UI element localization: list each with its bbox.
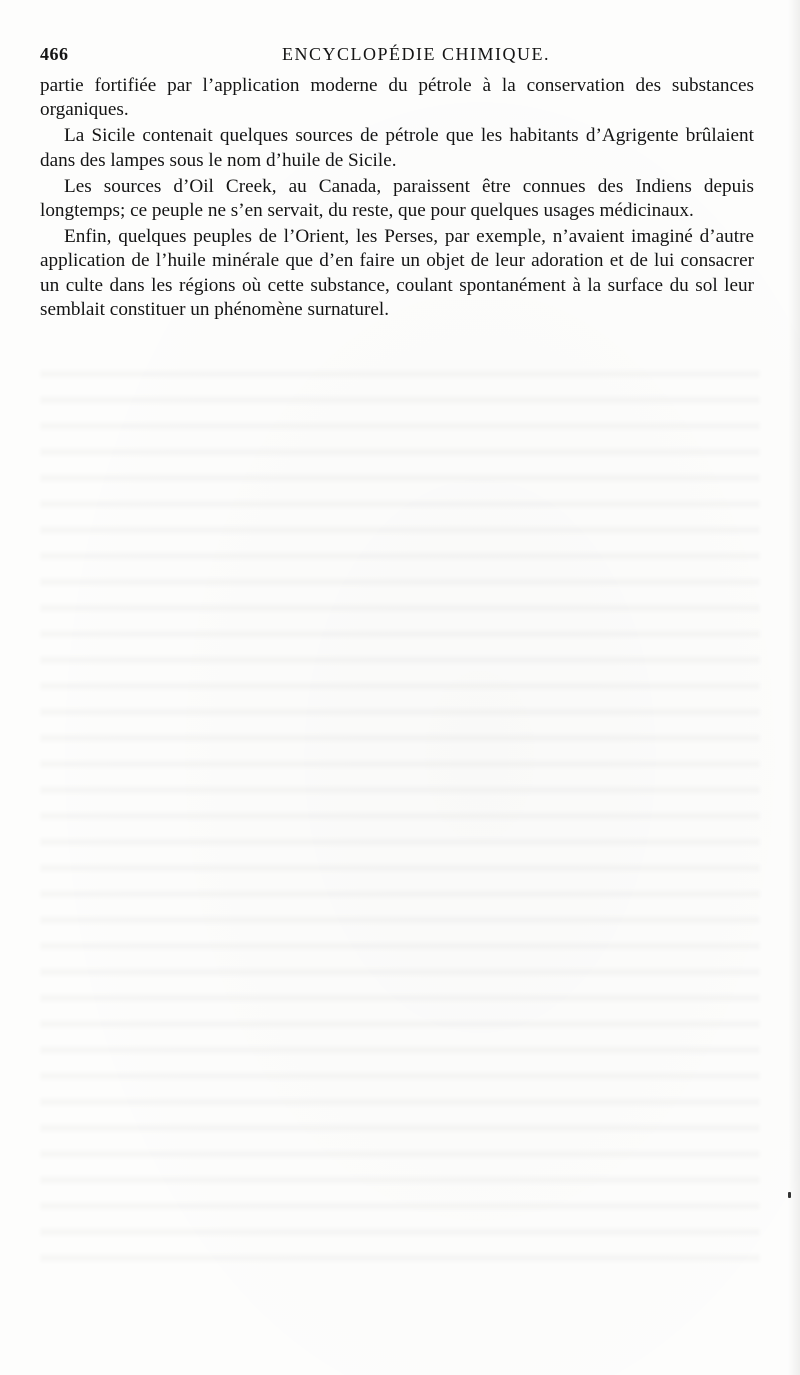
body-text [40, 74, 754, 324]
page-number: 466 [40, 44, 69, 64]
running-title: ENCYCLOPÉDIE CHIMIQUE. [282, 44, 550, 64]
show-through-text [40, 370, 760, 1270]
paragraph-4: Enfin, quelques peuples de l’Orient, les Perses, par exemple, n’avaient imaginé d’autre application de l’huile minérale que d’en faire un objet de leur adoration et de lui consacrer un culte dans les régions où cette substance, coulant spontanément à la surface du sol leur semblait constituer un phénomène surnaturel. [40, 225, 754, 321]
paragraph-1: partie fortifiée par l’application moderne du pétrole à la conservation des substances organiques. [40, 75, 754, 121]
header-rule [40, 70, 752, 71]
page-header [40, 44, 752, 68]
paragraph-3: Les sources d’Oil Creek, au Canada, paraissent être connues des Indiens depuis longtemps; ce peuple ne s’en servait, du reste, que pour quelques usages médicinaux. [40, 175, 754, 222]
ink-speck [788, 1192, 791, 1198]
page-edge-shadow [788, 0, 800, 1375]
paragraph-2: La Sicile contenait quelques sources de pétrole que les habitants d’Agrigente brûlaient dans des lampes sous le nom d’huile de Sicile. [40, 125, 754, 171]
